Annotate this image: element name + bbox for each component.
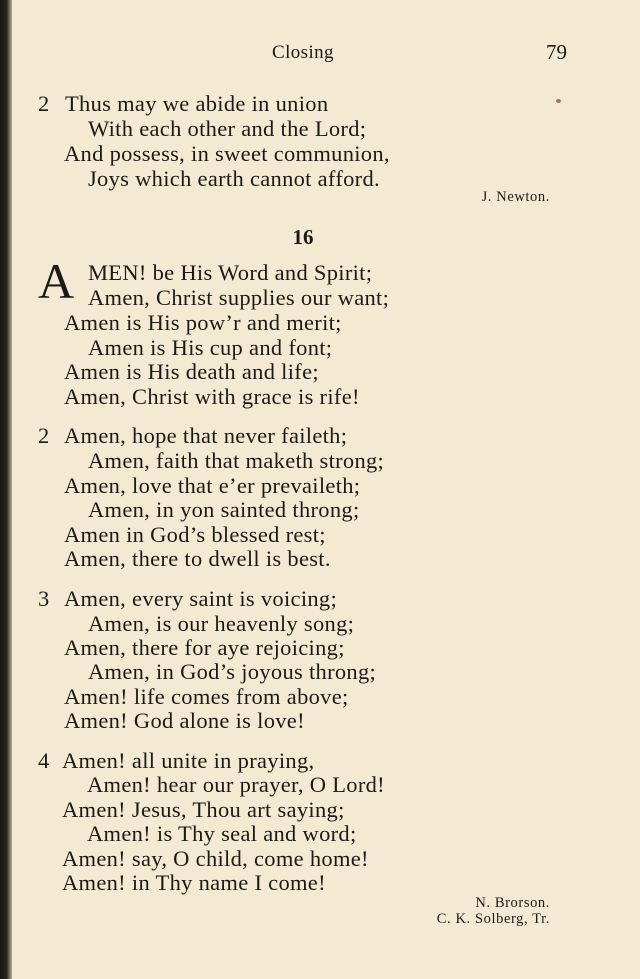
- stanza-number: 3: [38, 586, 50, 611]
- verse-line: Amen! Jesus, Thou art saying;: [62, 797, 345, 822]
- verse-line: MEN! be His Word and Spirit;: [88, 260, 373, 285]
- verse-line: Amen is His cup and font;: [88, 335, 333, 360]
- verse-line: Amen, in God’s joyous throng;: [88, 659, 377, 684]
- verse-line: Amen, Christ supplies our want;: [88, 285, 390, 310]
- translator-attribution: C. K. Solberg, Tr.: [436, 911, 550, 927]
- verse-line: Amen, faith that maketh strong;: [88, 448, 385, 473]
- page-number: 79: [546, 40, 567, 64]
- running-header-title: Closing: [272, 42, 334, 63]
- verse-line: Amen! all unite in praying,: [62, 748, 315, 773]
- stanza-number: 2: [38, 423, 50, 448]
- verse-line: Amen! say, O child, come home!: [62, 846, 369, 871]
- stanza-number: 4: [38, 748, 50, 773]
- verse-line: Thus may we abide in union: [65, 91, 329, 116]
- verse-line: Amen, there to dwell is best.: [64, 546, 331, 571]
- verse-line: With each other and the Lord;: [88, 116, 367, 141]
- verse-line: Amen, is our heavenly song;: [88, 611, 355, 636]
- hymn-number: 16: [292, 225, 314, 249]
- verse-line: Amen in God’s blessed rest;: [64, 522, 326, 547]
- drop-cap-letter: A: [38, 253, 75, 309]
- verse-line: Amen! life comes from above;: [64, 684, 349, 709]
- verse-line: Amen! in Thy name I come!: [62, 870, 326, 895]
- verse-line: Amen, in yon sainted throng;: [88, 497, 360, 522]
- book-spine-shadow: [0, 0, 12, 979]
- verse-line: Amen! is Thy seal and word;: [87, 821, 357, 846]
- verse-line: And possess, in sweet communion,: [64, 141, 390, 166]
- verse-line: Amen, Christ with grace is rife!: [64, 384, 360, 409]
- verse-line: Amen, there for aye rejoicing;: [64, 635, 345, 660]
- paper-speck: [556, 99, 561, 103]
- verse-line: Amen, hope that never faileth;: [64, 423, 348, 448]
- verse-line: Amen! God alone is love!: [64, 708, 305, 733]
- verse-line: Joys which earth cannot afford.: [88, 166, 380, 191]
- verse-line: Amen, love that e’er prevaileth;: [64, 473, 361, 498]
- author-attribution: N. Brorson.: [475, 895, 550, 911]
- stanza-number: 2: [38, 91, 50, 116]
- verse-line: Amen! hear our prayer, O Lord!: [87, 772, 385, 797]
- verse-line: Amen is His pow’r and merit;: [64, 310, 342, 335]
- author-attribution: J. Newton.: [481, 189, 550, 205]
- verse-line: Amen, every saint is voicing;: [64, 586, 338, 611]
- verse-line: Amen is His death and life;: [64, 359, 319, 384]
